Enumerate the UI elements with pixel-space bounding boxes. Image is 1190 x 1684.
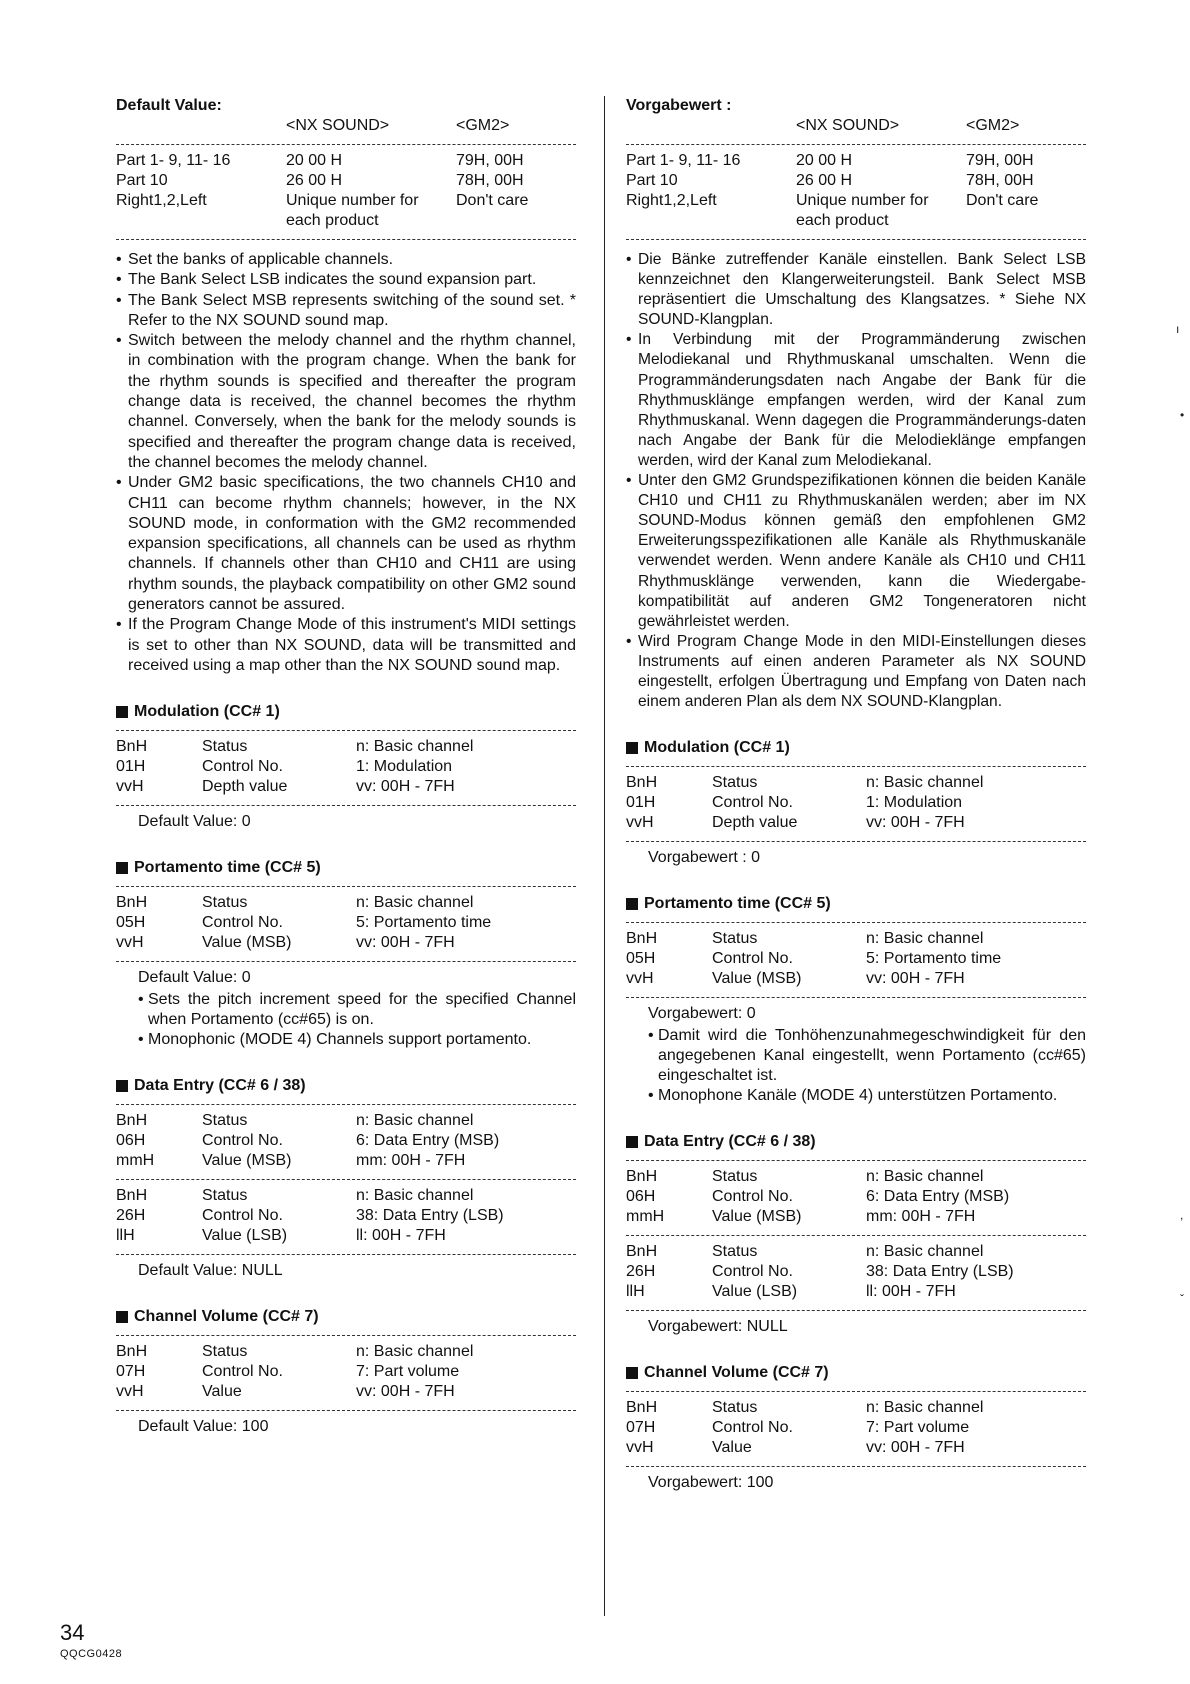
midi-message-table — [626, 1242, 1086, 1302]
section-title-text: Channel Volume (CC# 7) — [644, 1364, 829, 1382]
message-field: Control No. — [202, 1207, 283, 1225]
message-field: Status — [202, 1187, 248, 1205]
section-title — [626, 894, 1086, 914]
gm2-value-cell: Don't care — [456, 192, 529, 209]
dashed-rule — [626, 239, 1086, 240]
controller-section — [626, 1132, 1086, 1337]
message-field: Value (MSB) — [712, 970, 802, 988]
section-title — [626, 1132, 1086, 1152]
dashed-rule — [626, 1391, 1086, 1392]
dashed-rule — [116, 1254, 576, 1255]
message-byte: 05H — [626, 950, 656, 968]
message-field: Status — [202, 1112, 248, 1130]
message-byte: 06H — [116, 1132, 146, 1150]
message-description: n: Basic channel — [356, 894, 474, 912]
message-byte: vvH — [116, 1383, 144, 1401]
message-description: vv: 00H - 7FH — [356, 1383, 455, 1401]
default-value: Vorgabewert: 100 — [648, 1474, 774, 1492]
message-byte: vvH — [626, 814, 654, 832]
controller-section — [626, 1363, 1086, 1493]
dashed-rule — [116, 805, 576, 806]
message-description: 6: Data Entry (MSB) — [866, 1188, 1010, 1206]
default-value: Vorgabewert : 0 — [648, 849, 761, 867]
bullet-item: • In Verbindung mit der Programmänderung zwischen Melodiekanal und Rhythmuskanal umschalten. Wenn die Programmänderungsdaten nach Angabe der Bank für die Rhythmusklänge empfangen werden, wird der Kanal zum Rhythmuskanal. Wenn dagegen die Programmänderungs-daten nach Angabe der Bank für die Melodieklänge empfangen werden, wird der Kanal zum Melodiekanal. — [626, 330, 1086, 471]
message-byte: BnH — [626, 930, 658, 948]
gm2-column-header: <GM2> — [966, 117, 1020, 134]
spacer-cell — [626, 116, 796, 136]
midi-message-table — [626, 929, 1086, 989]
message-field: Value — [712, 1439, 752, 1457]
bullet-item: • The Bank Select LSB indicates the sound expansion part. — [116, 270, 576, 290]
message-byte: llH — [626, 1283, 645, 1301]
message-description: vv: 00H - 7FH — [866, 970, 965, 988]
part-cell: Part 10 — [626, 172, 678, 189]
section-title-text: Portamento time (CC# 5) — [134, 859, 321, 877]
square-bullet-icon — [116, 862, 128, 874]
message-description: 1: Modulation — [356, 758, 453, 776]
message-description: ll: 00H - 7FH — [866, 1283, 956, 1301]
section-title — [116, 1076, 576, 1096]
nx-value-cell: Unique number for each product — [796, 192, 929, 229]
message-description: n: Basic channel — [356, 1187, 474, 1205]
part-cell: Part 1- 9, 11- 16 — [626, 152, 741, 169]
midi-message-table — [116, 1111, 576, 1171]
dashed-rule — [626, 1466, 1086, 1467]
nx-sound-column-header: <NX SOUND> — [286, 117, 390, 134]
dashed-rule — [116, 1410, 576, 1411]
message-byte: vvH — [116, 778, 144, 796]
message-byte: 06H — [626, 1188, 656, 1206]
message-description: vv: 00H - 7FH — [356, 778, 455, 796]
midi-message-table — [626, 1167, 1086, 1227]
message-description: n: Basic channel — [866, 774, 984, 792]
default-value-heading: Vorgabewert : — [626, 97, 732, 114]
bullet-item: • The Bank Select MSB represents switching of the sound set. * Refer to the NX SOUND sound map. — [116, 291, 576, 332]
message-byte: BnH — [116, 738, 148, 756]
controller-section — [116, 1307, 576, 1437]
message-field: Control No. — [202, 1132, 283, 1150]
square-bullet-icon — [116, 1080, 128, 1092]
dashed-rule — [626, 1160, 1086, 1161]
message-field: Control No. — [712, 1263, 793, 1281]
note-list — [116, 990, 576, 1050]
section-title — [116, 858, 576, 878]
note-item: • Damit wird die Tonhöhenzunahmegeschwindigkeit für den angegebenen Kanal eingestellt, wenn Portamento (cc#65) eingeschaltet ist. — [648, 1026, 1086, 1086]
dashed-rule — [116, 961, 576, 962]
message-description: 5: Portamento time — [866, 950, 1002, 968]
message-byte: 07H — [116, 1363, 146, 1381]
column-divider — [604, 96, 605, 1616]
message-field: Status — [712, 1243, 758, 1261]
message-byte: 05H — [116, 914, 146, 932]
message-byte: 01H — [626, 794, 656, 812]
gm2-value-cell: 79H, 00H — [966, 152, 1034, 169]
section-title-text: Modulation (CC# 1) — [134, 703, 280, 721]
nx-value-cell: 26 00 H — [286, 172, 343, 189]
dashed-rule — [116, 1179, 576, 1180]
message-field: Status — [712, 930, 758, 948]
dashed-rule — [626, 1310, 1086, 1311]
gm2-column-header: <GM2> — [456, 117, 510, 134]
midi-message-table — [626, 773, 1086, 833]
message-field: Control No. — [712, 1419, 793, 1437]
message-field: Depth value — [202, 778, 288, 796]
part-cell: Part 10 — [116, 172, 168, 189]
message-byte: 26H — [116, 1207, 146, 1225]
message-description: mm: 00H - 7FH — [866, 1208, 976, 1226]
message-byte: BnH — [626, 1399, 658, 1417]
bullet-item: • Under GM2 basic specifications, the two channels CH10 and CH11 can become rhythm channels; however, in the NX SOUND mode, in conformation with the GM2 recommended expansion specifications, all channels can be used as rhythm channels. If channels other than CH10 and CH11 are using rhythm sounds, the playback compatibility on other GM2 sound generators cannot be assured. — [116, 473, 576, 615]
controller-section — [116, 1076, 576, 1281]
square-bullet-icon — [116, 1311, 128, 1323]
message-field: Status — [202, 738, 248, 756]
message-field: Control No. — [712, 950, 793, 968]
message-field: Control No. — [202, 758, 283, 776]
default-value: Default Value: 0 — [138, 813, 251, 831]
message-description: n: Basic channel — [356, 1343, 474, 1361]
message-description: 7: Part volume — [356, 1363, 460, 1381]
message-description: n: Basic channel — [866, 1243, 984, 1261]
part-cell: Right1,2,Left — [116, 192, 207, 209]
dashed-rule — [116, 1335, 576, 1336]
message-byte: BnH — [116, 1112, 148, 1130]
message-description: 38: Data Entry (LSB) — [356, 1207, 504, 1225]
dashed-rule — [116, 886, 576, 887]
gm2-value-cell: Don't care — [966, 192, 1039, 209]
section-title-text: Data Entry (CC# 6 / 38) — [644, 1133, 816, 1151]
dashed-rule — [626, 1235, 1086, 1236]
dashed-rule — [626, 997, 1086, 998]
message-description: 6: Data Entry (MSB) — [356, 1132, 500, 1150]
default-value: Default Value: NULL — [138, 1262, 283, 1280]
controller-section — [116, 858, 576, 1050]
note-item: • Sets the pitch increment speed for the specified Channel when Portamento (cc#65) is on. — [138, 990, 576, 1030]
scan-speck: ˇ — [1180, 1292, 1184, 1306]
part-cell: Part 1- 9, 11- 16 — [116, 152, 231, 169]
message-field: Control No. — [712, 794, 793, 812]
default-value: Vorgabewert: NULL — [648, 1318, 788, 1336]
message-description: 1: Modulation — [866, 794, 963, 812]
default-value: Vorgabewert: 0 — [648, 1005, 756, 1023]
message-field: Depth value — [712, 814, 798, 832]
message-byte: 26H — [626, 1263, 656, 1281]
default-value: Default Value: 100 — [138, 1418, 269, 1436]
message-field: Control No. — [712, 1188, 793, 1206]
dashed-rule — [626, 922, 1086, 923]
section-title-text: Channel Volume (CC# 7) — [134, 1308, 319, 1326]
message-field: Control No. — [202, 914, 283, 932]
bullet-item: • Switch between the melody channel and the rhythm channel, in combination with the program change. When the bank for the rhythm sounds is specified and thereafter the program change data is received, the channel becomes the rhythm channel. Conversely, when the bank for the melody sounds is specified and thereafter the program change data is received, the channel becomes the melody channel. — [116, 331, 576, 473]
midi-message-table — [116, 1342, 576, 1402]
message-field: Value — [202, 1383, 242, 1401]
scan-speck: ı — [1176, 322, 1180, 336]
english-column — [116, 96, 576, 1437]
square-bullet-icon — [626, 898, 638, 910]
page-number: 34 — [60, 1620, 85, 1645]
bullet-item: • Wird Program Change Mode in den MIDI-Einstellungen dieses Instruments auf einen anderen Parameter als NX SOUND eingestellt, erfolgen Übertragung und Empfang von Daten nach einem anderen Plan als dem NX SOUND-Klangplan. — [626, 632, 1086, 712]
message-description: n: Basic channel — [866, 930, 984, 948]
document-code: QQCG0428 — [60, 1648, 123, 1660]
message-byte: llH — [116, 1227, 135, 1245]
message-byte: mmH — [116, 1152, 155, 1170]
note-list — [626, 1026, 1086, 1106]
message-description: 5: Portamento time — [356, 914, 492, 932]
message-field: Status — [712, 1168, 758, 1186]
controller-section — [626, 738, 1086, 868]
message-byte: BnH — [116, 894, 148, 912]
nx-sound-column-header: <NX SOUND> — [796, 117, 900, 134]
default-value: Default Value: 0 — [138, 969, 251, 987]
message-field: Status — [712, 774, 758, 792]
message-description: vv: 00H - 7FH — [356, 934, 455, 952]
spacer-cell — [116, 116, 286, 136]
message-byte: vvH — [626, 970, 654, 988]
section-title — [116, 702, 576, 722]
message-field: Status — [202, 894, 248, 912]
bullet-list — [116, 250, 576, 676]
section-title — [626, 1363, 1086, 1383]
bullet-item: • Set the banks of applicable channels. — [116, 250, 576, 270]
dashed-rule — [116, 144, 576, 145]
bullet-list — [626, 250, 1086, 712]
message-byte: vvH — [116, 934, 144, 952]
message-field: Control No. — [202, 1363, 283, 1381]
gm2-value-cell: 78H, 00H — [966, 172, 1034, 189]
square-bullet-icon — [626, 1367, 638, 1379]
message-description: 7: Part volume — [866, 1419, 970, 1437]
midi-message-table — [116, 737, 576, 797]
message-byte: mmH — [626, 1208, 665, 1226]
section-title-text: Portamento time (CC# 5) — [644, 895, 831, 913]
message-byte: BnH — [626, 1243, 658, 1261]
dashed-rule — [116, 730, 576, 731]
default-value-table — [116, 151, 576, 231]
nx-value-cell: 20 00 H — [796, 152, 853, 169]
section-title — [626, 738, 1086, 758]
message-description: vv: 00H - 7FH — [866, 814, 965, 832]
square-bullet-icon — [626, 742, 638, 754]
message-field: Status — [202, 1343, 248, 1361]
message-byte: BnH — [116, 1187, 148, 1205]
nx-value-cell: 26 00 H — [796, 172, 853, 189]
midi-message-table — [116, 893, 576, 953]
message-description: n: Basic channel — [866, 1168, 984, 1186]
message-byte: vvH — [626, 1439, 654, 1457]
bullet-item: • If the Program Change Mode of this instrument's MIDI settings is set to other than NX SOUND, data will be transmitted and received using a map other than the NX SOUND sound map. — [116, 615, 576, 676]
message-field: Status — [712, 1399, 758, 1417]
message-description: mm: 00H - 7FH — [356, 1152, 466, 1170]
section-title-text: Data Entry (CC# 6 / 38) — [134, 1077, 306, 1095]
message-byte: BnH — [626, 774, 658, 792]
message-byte: BnH — [116, 1343, 148, 1361]
gm2-value-cell: 79H, 00H — [456, 152, 524, 169]
midi-message-table — [116, 1186, 576, 1246]
square-bullet-icon — [626, 1136, 638, 1148]
message-field: Value (LSB) — [712, 1283, 798, 1301]
message-field: Value (LSB) — [202, 1227, 288, 1245]
message-description: n: Basic channel — [866, 1399, 984, 1417]
bullet-item: • Die Bänke zutreffender Kanäle einstellen. Bank Select LSB kennzeichnet den Klangerweiterungsteil. Bank Select MSB repräsentiert die Umschaltung des Klangsatzes. * Siehe NX SOUND-Klangplan. — [626, 250, 1086, 330]
message-description: vv: 00H - 7FH — [866, 1439, 965, 1457]
section-title — [116, 1307, 576, 1327]
german-column — [626, 96, 1086, 1493]
message-description: n: Basic channel — [356, 738, 474, 756]
default-value-heading: Default Value: — [116, 97, 222, 114]
dashed-rule — [626, 144, 1086, 145]
nx-value-cell: 20 00 H — [286, 152, 343, 169]
message-field: Value (MSB) — [202, 934, 292, 952]
default-value-column-headers — [626, 116, 1086, 136]
message-description: 38: Data Entry (LSB) — [866, 1263, 1014, 1281]
dashed-rule — [116, 1104, 576, 1105]
scan-speck: • — [1180, 408, 1185, 422]
scan-speck: , — [1180, 1208, 1184, 1222]
dashed-rule — [626, 841, 1086, 842]
controller-section — [626, 894, 1086, 1106]
message-description: ll: 00H - 7FH — [356, 1227, 446, 1245]
message-byte: 07H — [626, 1419, 656, 1437]
dashed-rule — [116, 239, 576, 240]
note-item: • Monophone Kanäle (MODE 4) unterstützen Portamento. — [648, 1086, 1086, 1106]
message-byte: 01H — [116, 758, 146, 776]
note-item: • Monophonic (MODE 4) Channels support portamento. — [138, 1030, 576, 1050]
dashed-rule — [626, 766, 1086, 767]
message-field: Value (MSB) — [202, 1152, 292, 1170]
square-bullet-icon — [116, 706, 128, 718]
message-byte: BnH — [626, 1168, 658, 1186]
message-field: Value (MSB) — [712, 1208, 802, 1226]
midi-message-table — [626, 1398, 1086, 1458]
controller-section — [116, 702, 576, 832]
gm2-value-cell: 78H, 00H — [456, 172, 524, 189]
default-value-column-headers — [116, 116, 576, 136]
default-value-table — [626, 151, 1086, 231]
section-title-text: Modulation (CC# 1) — [644, 739, 790, 757]
bullet-item: • Unter den GM2 Grundspezifikationen können die beiden Kanäle CH10 und CH11 zu Rhythmuskanälen werden; aber im NX SOUND-Modus können gemäß den empfohlenen GM2 Erweiterungsspezifikationen alle Kanäle als Rhythmuskanäle verwendet werden. Wenn andere Kanäle als CH10 und CH11 Rhythmusklänge verwenden, kann die Wiedergabe-kompatibilität auf anderen GM2 Tongeneratoren nicht gewährleistet werden. — [626, 471, 1086, 632]
message-description: n: Basic channel — [356, 1112, 474, 1130]
nx-value-cell: Unique number for each product — [286, 192, 419, 229]
part-cell: Right1,2,Left — [626, 192, 717, 209]
